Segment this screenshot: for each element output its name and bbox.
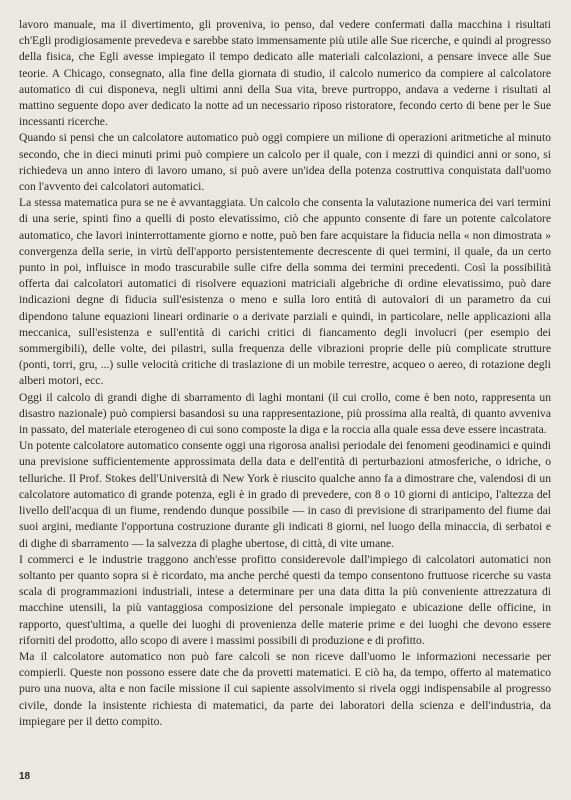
- paragraph-dams: Oggi il calcolo di grandi dighe di sbarramento di laghi montani (il cui crollo, come è ben noto, rappresenta un disastro nazionale) può compiersi basandosi su una rappresentazione, più prossima alla realtà, di quanto avveniva in passato, del materiale eterogeneo di cui sono composte la diga e la roccia alla quale essa deve essere incastrata.: [19, 390, 551, 437]
- paragraph-calculation-habits: lavoro manuale, ma il divertimento, gli proveniva, io penso, dal vedere confermati dalla macchina i risultati ch'Egli prodigiosamente prevedeva e sarebbe stato immensamente più utile alle Sue ricerche, e quindi al progresso della fisica, che Egli avesse impiegato il tempo dedicato alle materiali calcolazioni, a pensare invece alle Sue teorie. A Chicago, consegnato, alla fine della giornata di studio, il calcolo numerico da compiere al calcolatore automatico di cui disponeva, negli ultimi anni della Sua vita, breve purtroppo, andava a vederne i risultati al mattino seguente dopo aver dedicato la notte ad un necessario riposo ristoratore, fecondo certo di bene per le Sue incessanti ricerche.: [19, 18, 551, 129]
- page-number: 18: [19, 771, 31, 782]
- paragraph-computing-power: Quando si pensi che un calcolatore automatico può oggi compiere un milione di operazioni aritmetiche al minuto secondo, che in dieci minuti primi può compiere un calcolo per il quale, con i mezzi di quindici anni or sono, si richiedeva un anno intero di lavoro umano, si può avere un'idea della potenza costruttiva conquistata dall'uomo con l'avvento dei calcolatori automatici.: [19, 131, 551, 194]
- paragraph-pure-mathematics: La stessa matematica pura se ne è avvantaggiata. Un calcolo che consenta la valutazione numerica dei vari termini di una serie, spinti fino a quelli di posto elevatissimo, ciò che appunto consente di fare un potente calcolatore automatico, che lavori ininterrottamente giorno e notte, può ben fare acquistare la fiducia nella « non dimostrata » convergenza della serie, in virtù dell'apporto persistentemente decrescente di quei termini, il quale, da un certo punto in poi, influisce in modo trascurabile sulle cifre della somma dei termini precedenti. Così la possibilità offerta dai calcolatori automatici di risolvere equazioni matriciali algebriche di ordine elevatissimo, può dare indicazioni degne di fiducia sull'esistenza o meno e sulla loro entità di autovalori di un parametro da cui dipendono talune equazioni lineari ordinarie o a derivate parziali e quindi, in particolare, nelle applicazioni alla meccanica, sull'esistenza e sull'entità di carichi critici di fiancamento degli involucri (per esempio dei sommergibili), delle volte, dei pilastri, sulla frequenza delle vibrazioni proprie delle più complicate strutture (ponti, torri, gru, ...) sulle velocità critiche di traslazione di un mobile terrestre, acqueo o aereo, di rotazione degli alberi motori, ecc.: [19, 196, 551, 388]
- paragraph-geodynamics: Un potente calcolatore automatico consente oggi una rigorosa analisi periodale dei fenomeni geodinamici e quindi una previsione sufficientemente approssimata della data e dell'entità di perturbazioni atmosferiche, o idriche, o telluriche. Il Prof. Stokes dell'Università di New York è riuscito qualche anno fa a dimostrare che, valendosi di un calcolatore automatico di grande potenza, egli è in grado di prevedere, con 8 o 10 giorni di anticipo, l'altezza del livello dell'acqua di un fiume, rendendo dunque possibile — in caso di previsione di straripamento del fiume dai suoi argini, mediante l'opportuna costruzione durante gli indicati 8 giorni, nel luogo della minaccia, di serbatoi e di dighe di sbarramento — la salvezza di plaghe ubertose, di città, di vite umane.: [19, 439, 551, 550]
- paragraph-commerce-industry: I commerci e le industrie traggono anch'esse profitto considerevole dall'impiego di calcolatori automatici non soltanto per quanto sopra si è ricordato, ma anche perché questi da tempo consentono fruttuose ricerche su vasta scala di programmazioni industriali, intese a determinare per una data ditta la più conveniente attrezzatura di macchine utensili, la più vantaggiosa composizione del personale impiegato e ubicazione delle officine, in rapporto, quest'ultima, a quelle dei luoghi di provenienza delle materie prime e dei luoghi che devono essere riforniti del prodotto, allo scopo di avere i massimi possibili di produzione e di profitto.: [19, 552, 551, 647]
- paragraph-mathematicians: Ma il calcolatore automatico non può fare calcoli se non riceve dall'uomo le informazioni necessarie per compierli. Queste non possono essere date che da provetti matematici. E ciò ha, da tempo, offerto al matematico puro una nuova, alta e non facile missione il cui sapiente assolvimento si rivela oggi indispensabile al progresso civile, donde la insistente richiesta di matematici, da parte dei laboratori della scienza e dell'industria, da impiegare per il detto compito.: [19, 649, 551, 728]
